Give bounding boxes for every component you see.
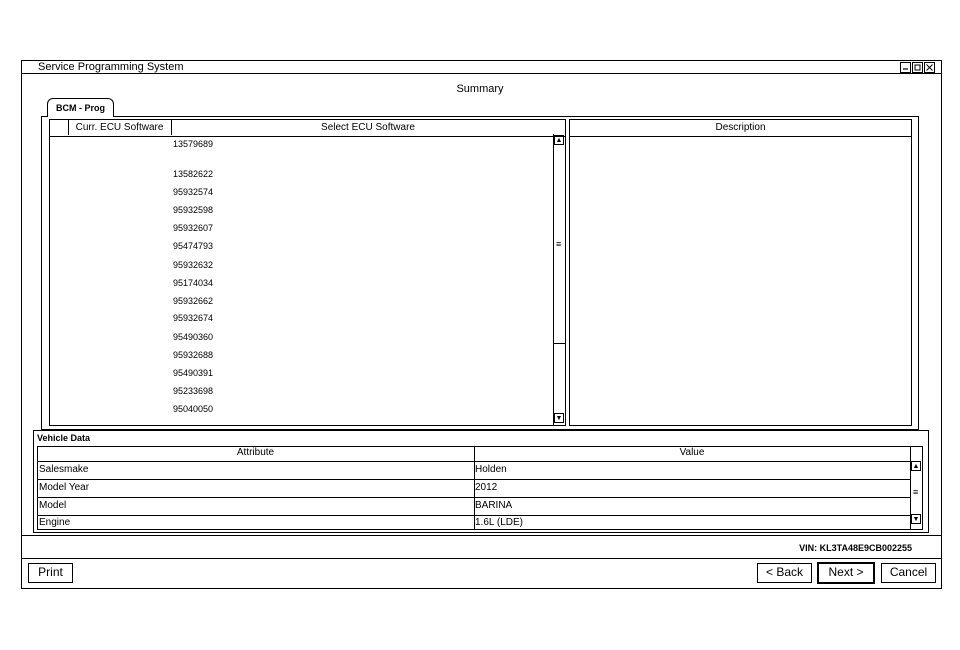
software-row-2[interactable]: 13582622 xyxy=(173,169,214,179)
software-row-7[interactable]: 95932632 xyxy=(173,260,214,270)
value-model: BARINA xyxy=(475,500,513,511)
row-divider xyxy=(37,479,911,480)
value-engine: 1.6L (LDE) xyxy=(475,517,523,528)
software-row-5[interactable]: 95932607 xyxy=(173,223,214,233)
software-row-9[interactable]: 95932662 xyxy=(173,296,214,306)
scroll-up-icon[interactable]: ▲ xyxy=(912,463,920,470)
row-divider xyxy=(37,497,911,498)
scroll-thumb-edge xyxy=(553,343,566,344)
footer-divider xyxy=(21,535,942,536)
software-row-13[interactable]: 95490391 xyxy=(173,368,214,378)
software-scrollbar[interactable] xyxy=(553,134,565,425)
print-button[interactable]: Print xyxy=(28,563,73,583)
software-row-3[interactable]: 95932574 xyxy=(173,187,214,197)
software-row-6[interactable]: 95474793 xyxy=(173,241,214,251)
software-row-12[interactable]: 95932688 xyxy=(173,350,214,360)
software-row-14[interactable]: 95233698 xyxy=(173,386,214,396)
header-value: Value xyxy=(679,447,705,458)
attr-salesmake: Salesmake xyxy=(39,464,89,475)
software-row-11[interactable]: 95490360 xyxy=(173,332,214,342)
close-icon[interactable] xyxy=(924,62,935,73)
vehicle-data-label: Vehicle Data xyxy=(37,433,91,443)
header-current-software: Curr. ECU Software xyxy=(68,120,172,135)
header-attribute: Attribute xyxy=(236,447,275,458)
attr-model: Model xyxy=(39,500,67,511)
description-panel xyxy=(569,119,912,426)
attr-engine: Engine xyxy=(39,517,71,528)
next-button[interactable]: Next > xyxy=(817,562,875,584)
scroll-thumb-grip-icon[interactable]: ≡ xyxy=(913,487,919,497)
software-row-4[interactable]: 95932598 xyxy=(173,205,214,215)
tab-bcm-prog[interactable]: BCM - Prog xyxy=(47,98,114,117)
software-row-1[interactable]: 13579689 xyxy=(173,139,214,149)
software-row-15[interactable]: 95040050 xyxy=(173,404,214,414)
scroll-down-icon[interactable]: ▼ xyxy=(555,415,563,422)
cancel-button[interactable]: Cancel xyxy=(881,563,936,583)
back-button[interactable]: < Back xyxy=(757,563,812,583)
attr-model-year: Model Year xyxy=(39,482,90,493)
value-salesmake: Holden xyxy=(475,464,507,475)
maximize-icon[interactable] xyxy=(912,62,923,73)
button-bar-divider xyxy=(21,558,942,559)
scroll-down-icon[interactable]: ▼ xyxy=(912,516,920,523)
software-table-header xyxy=(50,120,565,137)
software-table xyxy=(49,119,566,426)
scroll-thumb-grip-icon[interactable]: ≡ xyxy=(556,239,562,249)
scroll-up-icon[interactable]: ▲ xyxy=(555,137,563,144)
row-divider xyxy=(37,461,911,462)
window-title: Service Programming System xyxy=(38,61,184,73)
value-model-year: 2012 xyxy=(475,482,498,493)
page-title: Summary xyxy=(456,83,504,95)
row-divider xyxy=(37,515,911,516)
software-row-10[interactable]: 95932674 xyxy=(173,313,214,323)
header-spacer xyxy=(50,120,69,135)
header-select-software: Select ECU Software xyxy=(321,122,415,133)
description-header: Description xyxy=(570,120,911,137)
software-row-8[interactable]: 95174034 xyxy=(173,278,214,288)
minimize-icon[interactable] xyxy=(900,62,911,73)
vin-label: VIN: KL3TA48E9CB002255 xyxy=(799,543,912,553)
